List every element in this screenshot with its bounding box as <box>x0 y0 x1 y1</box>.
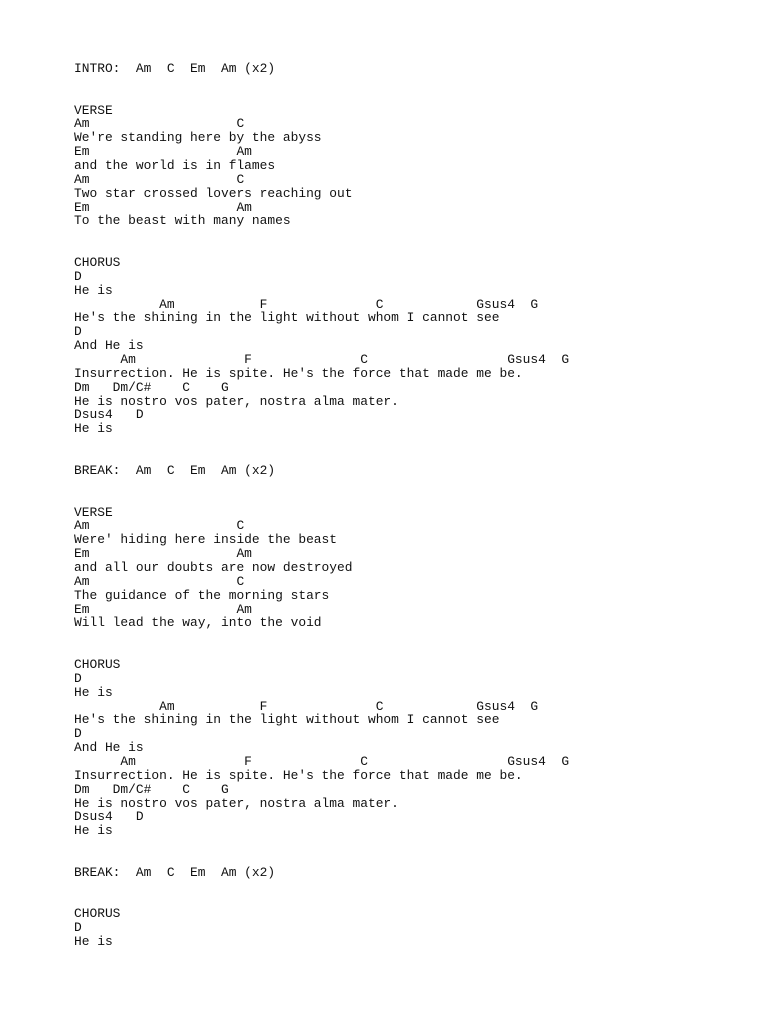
blank-line <box>74 242 754 256</box>
lyric-line: Will lead the way, into the void <box>74 615 322 631</box>
chord-line: Dm Dm/C# C G <box>74 379 229 395</box>
section-heading: VERSE <box>74 504 113 520</box>
section-chord-line: BREAK: Am C Em Am (x2) <box>74 864 276 880</box>
lyric-line: He is <box>74 934 113 950</box>
lyric-line: He is <box>74 282 113 298</box>
blank-line <box>74 894 754 908</box>
blank-line <box>74 838 754 852</box>
section-heading: CHORUS <box>74 255 121 271</box>
lyric-line: and all our doubts are now destroyed <box>74 559 353 575</box>
chord-line: Dsus4 D <box>74 407 144 423</box>
blank-line <box>74 644 754 658</box>
chord-line: Dm Dm/C# C G <box>74 781 229 797</box>
blank-line <box>74 450 754 464</box>
chord-line: Am C <box>74 171 245 187</box>
chord-line: Dsus4 D <box>74 809 144 825</box>
lyric-line: He is nostro vos pater, nostra alma mater. <box>74 795 399 811</box>
chord-line: Em Am <box>74 601 252 617</box>
blank-line <box>74 630 754 644</box>
blank-line <box>74 436 754 450</box>
chord-line: D <box>74 726 82 742</box>
chord-line: Am F C Gsus4 G <box>74 698 539 714</box>
blank-line <box>74 76 754 90</box>
lyric-line: He's the shining in the light without whom I cannot see <box>74 712 500 728</box>
chord-line: Am F C Gsus4 G <box>74 352 570 368</box>
blank-line <box>74 492 754 506</box>
chord-lyrics-sheet <box>74 62 754 949</box>
lyric-line: And He is <box>74 740 144 756</box>
section-heading: VERSE <box>74 102 113 118</box>
blank-line <box>74 90 754 104</box>
lyric-line: and the world is in flames <box>74 158 276 174</box>
section-chord-line: BREAK: Am C Em Am (x2) <box>74 462 276 478</box>
chord-line: D <box>74 920 82 936</box>
lyric-line: He is nostro vos pater, nostra alma mater. <box>74 393 399 409</box>
song-sheet-page <box>74 62 754 1012</box>
blank-line <box>74 880 754 894</box>
chord-line: Em Am <box>74 546 252 562</box>
lyric-line: He is <box>74 684 113 700</box>
lyric-line: Were' hiding here inside the beast <box>74 532 338 548</box>
chord-line: D <box>74 324 82 340</box>
lyric-line: Insurrection. He is spite. He's the force that made me be. <box>74 767 523 783</box>
section-chord-line: INTRO: Am C Em Am (x2) <box>74 61 276 76</box>
section-heading: CHORUS <box>74 656 121 672</box>
chord-line: Am C <box>74 573 245 589</box>
lyric-line: He is <box>74 421 113 437</box>
lyric-line: The guidance of the morning stars <box>74 587 330 603</box>
blank-line <box>74 228 754 242</box>
lyric-line: He's the shining in the light without whom I cannot see <box>74 310 500 326</box>
chord-line: Am F C Gsus4 G <box>74 753 570 769</box>
lyric-line: Insurrection. He is spite. He's the force that made me be. <box>74 365 523 381</box>
blank-line <box>74 478 754 492</box>
chord-line: Em Am <box>74 199 252 215</box>
chord-line: Am C <box>74 116 245 132</box>
lyric-line: To the beast with many names <box>74 213 291 229</box>
blank-line <box>74 852 754 866</box>
chord-line: D <box>74 268 82 284</box>
lyric-line: We're standing here by the abyss <box>74 130 322 146</box>
lyric-line: He is <box>74 823 113 839</box>
section-heading: CHORUS <box>74 906 121 922</box>
chord-line: Am C <box>74 518 245 534</box>
chord-line: D <box>74 670 82 686</box>
chord-line: Am F C Gsus4 G <box>74 296 539 312</box>
lyric-line: And He is <box>74 338 144 354</box>
chord-line: Em Am <box>74 144 252 160</box>
lyric-line: Two star crossed lovers reaching out <box>74 185 353 201</box>
